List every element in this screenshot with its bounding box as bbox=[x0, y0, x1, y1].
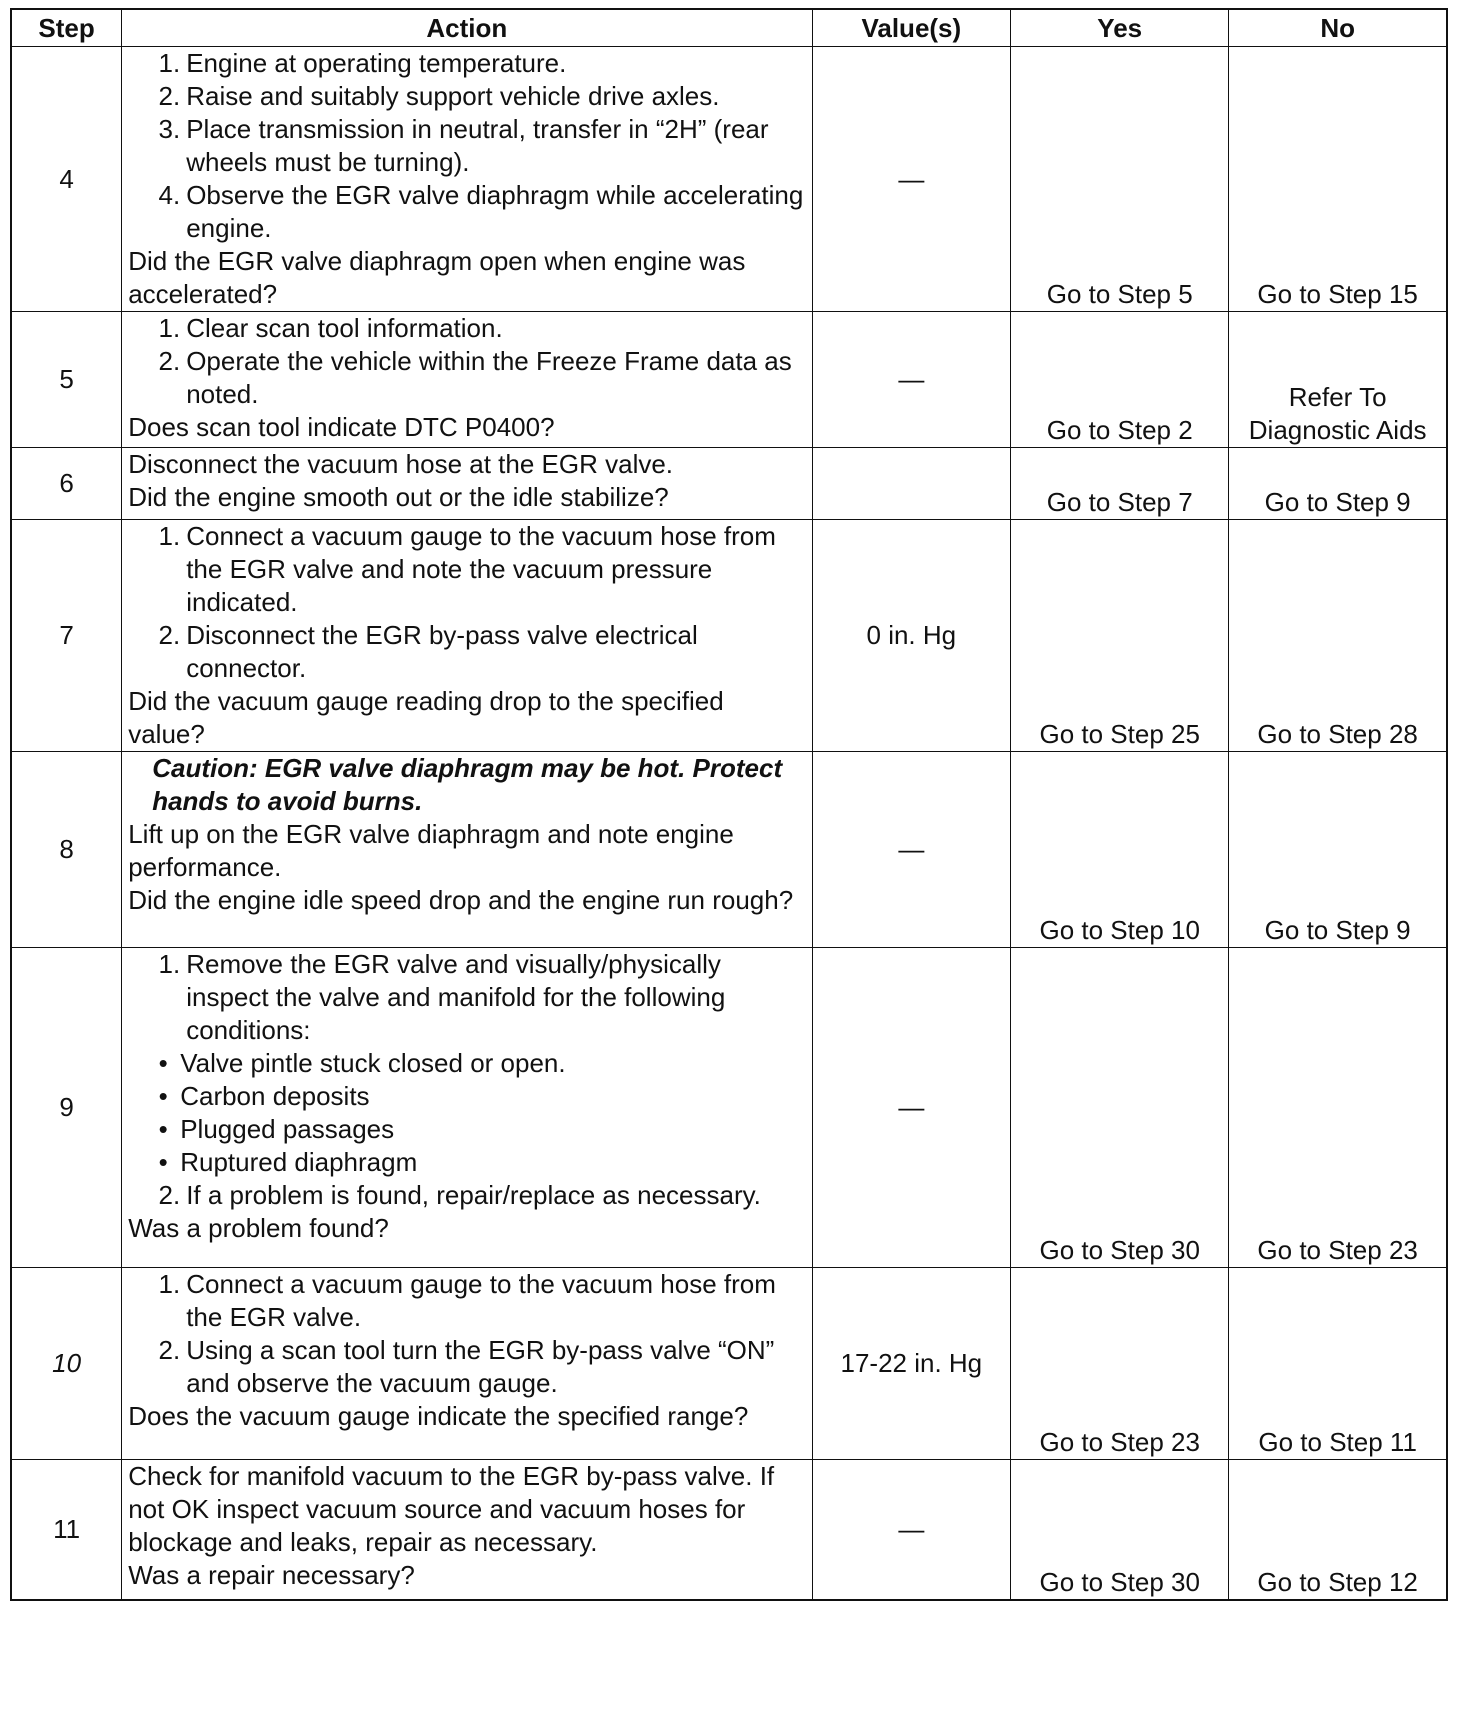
table-row bbox=[11, 520, 1447, 752]
action-question: Did the vacuum gauge reading drop to the specified value? bbox=[128, 686, 724, 749]
action-question: Did the engine smooth out or the idle stabilize? bbox=[128, 482, 669, 512]
value-cell: — bbox=[812, 752, 1011, 948]
action-line: Check for manifold vacuum to the EGR by-pass valve. If not OK inspect vacuum source and vacuum hoses for blockage and leaks, repair as necessary. bbox=[128, 1461, 775, 1557]
no-cell: Go to Step 11 bbox=[1229, 1268, 1447, 1460]
table-row bbox=[11, 1460, 1447, 1600]
action-question: Did the EGR valve diaphragm open when engine was accelerated? bbox=[128, 246, 746, 309]
step-number: 5 bbox=[11, 312, 122, 448]
step-number: 6 bbox=[11, 448, 122, 520]
action-cell bbox=[122, 1460, 812, 1600]
diagnostic-table bbox=[10, 8, 1448, 1601]
step-number: 9 bbox=[11, 948, 122, 1268]
bullet-item: • Valve pintle stuck closed or open. bbox=[158, 1048, 566, 1078]
action-question: Did the engine idle speed drop and the engine run rough? bbox=[128, 885, 794, 915]
table-row bbox=[11, 1268, 1447, 1460]
step-number: 8 bbox=[11, 752, 122, 948]
action-line: Lift up on the EGR valve diaphragm and note engine performance. bbox=[128, 819, 734, 882]
action-question: Does scan tool indicate DTC P0400? bbox=[128, 412, 555, 442]
action-cell bbox=[122, 948, 812, 1268]
action-item: 2. Operate the vehicle within the Freeze Frame data as noted. bbox=[158, 346, 792, 409]
action-item: 1. Remove the EGR valve and visually/physically inspect the valve and manifold for the following conditions: bbox=[158, 949, 726, 1045]
action-cell bbox=[122, 448, 812, 520]
value-cell: — bbox=[812, 1460, 1011, 1600]
yes-cell: Go to Step 7 bbox=[1011, 448, 1229, 520]
header-yes: Yes bbox=[1011, 9, 1229, 47]
value-cell: — bbox=[812, 312, 1011, 448]
header-no: No bbox=[1229, 9, 1447, 47]
step-number: 11 bbox=[11, 1460, 122, 1600]
action-cell bbox=[122, 520, 812, 752]
action-question: Does the vacuum gauge indicate the specified range? bbox=[128, 1401, 749, 1431]
bullet-item: • Carbon deposits bbox=[158, 1081, 370, 1111]
no-cell: Go to Step 12 bbox=[1229, 1460, 1447, 1600]
no-cell: Go to Step 9 bbox=[1229, 448, 1447, 520]
bullet-item: • Plugged passages bbox=[158, 1114, 395, 1144]
table-row bbox=[11, 312, 1447, 448]
action-question: Was a repair necessary? bbox=[128, 1560, 415, 1590]
value-cell: 0 in. Hg bbox=[812, 520, 1011, 752]
action-item: 2. Disconnect the EGR by-pass valve electrical connector. bbox=[158, 620, 698, 683]
no-cell: Go to Step 23 bbox=[1229, 948, 1447, 1268]
action-cell bbox=[122, 47, 812, 312]
table-row bbox=[11, 752, 1447, 948]
yes-cell: Go to Step 2 bbox=[1011, 312, 1229, 448]
header-values: Value(s) bbox=[812, 9, 1011, 47]
action-item: 1. Connect a vacuum gauge to the vacuum hose from the EGR valve and note the vacuum pressure indicated. bbox=[158, 521, 776, 617]
action-cell bbox=[122, 752, 812, 948]
action-question: Was a problem found? bbox=[128, 1213, 389, 1243]
yes-cell: Go to Step 5 bbox=[1011, 47, 1229, 312]
step-number: 4 bbox=[11, 47, 122, 312]
action-cell bbox=[122, 1268, 812, 1460]
action-item: 2. If a problem is found, repair/replace as necessary. bbox=[158, 1180, 761, 1210]
table-row bbox=[11, 948, 1447, 1268]
action-item: 1. Engine at operating temperature. bbox=[158, 48, 567, 78]
value-cell bbox=[812, 448, 1011, 520]
yes-cell: Go to Step 10 bbox=[1011, 752, 1229, 948]
table-row bbox=[11, 448, 1447, 520]
action-item: 2. Using a scan tool turn the EGR by-pass valve “ON” and observe the vacuum gauge. bbox=[158, 1335, 775, 1398]
action-item: 1. Clear scan tool information. bbox=[158, 313, 503, 343]
header-action: Action bbox=[122, 9, 812, 47]
yes-cell: Go to Step 23 bbox=[1011, 1268, 1229, 1460]
yes-cell: Go to Step 25 bbox=[1011, 520, 1229, 752]
yes-cell: Go to Step 30 bbox=[1011, 948, 1229, 1268]
action-item: 2. Raise and suitably support vehicle drive axles. bbox=[158, 81, 720, 111]
action-cell bbox=[122, 312, 812, 448]
value-cell: 17-22 in. Hg bbox=[812, 1268, 1011, 1460]
no-cell: Refer To Diagnostic Aids bbox=[1229, 312, 1447, 448]
caution-note: Caution: EGR valve diaphragm may be hot. Protect hands to avoid burns. bbox=[152, 753, 783, 816]
yes-cell: Go to Step 30 bbox=[1011, 1460, 1229, 1600]
action-item: 3. Place transmission in neutral, transfer in “2H” (rear wheels must be turning). bbox=[158, 114, 769, 177]
header-row bbox=[11, 9, 1447, 47]
action-item: 4. Observe the EGR valve diaphragm while accelerating engine. bbox=[158, 180, 804, 243]
no-cell: Go to Step 28 bbox=[1229, 520, 1447, 752]
header-step: Step bbox=[11, 9, 122, 47]
value-cell: — bbox=[812, 47, 1011, 312]
table-row bbox=[11, 47, 1447, 312]
step-number: 7 bbox=[11, 520, 122, 752]
no-cell: Go to Step 9 bbox=[1229, 752, 1447, 948]
step-number: 10 bbox=[11, 1268, 122, 1460]
bullet-item: • Ruptured diaphragm bbox=[158, 1147, 418, 1177]
no-cell: Go to Step 15 bbox=[1229, 47, 1447, 312]
value-cell: — bbox=[812, 948, 1011, 1268]
action-item: 1. Connect a vacuum gauge to the vacuum hose from the EGR valve. bbox=[158, 1269, 776, 1332]
action-line: Disconnect the vacuum hose at the EGR valve. bbox=[128, 449, 674, 479]
